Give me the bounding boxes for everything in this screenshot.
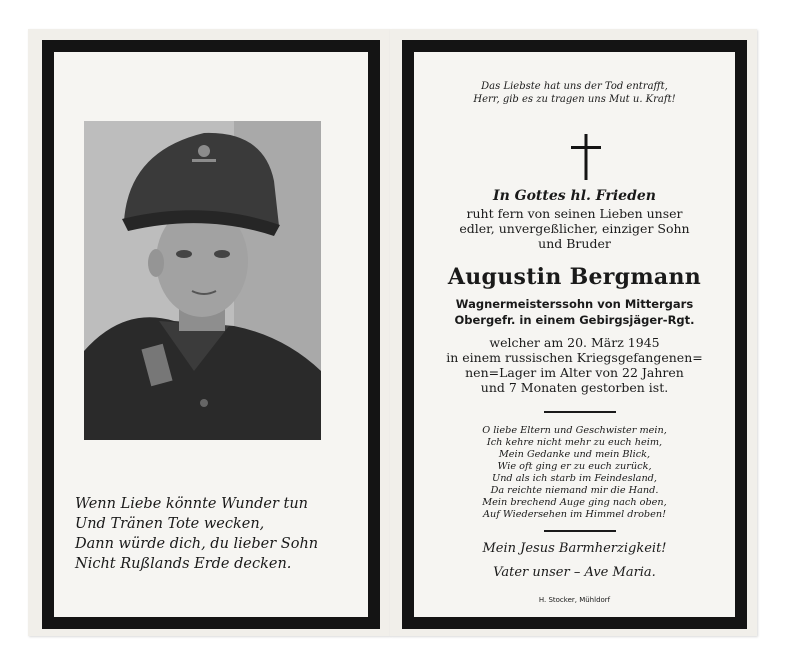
verse-line: Wenn Liebe könnte Wunder tun bbox=[75, 496, 309, 512]
death-line: welcher am 20. März 1945 bbox=[489, 335, 660, 350]
verse-line: Und Tränen Tote wecken, bbox=[75, 516, 265, 532]
poem-line: Da reichte niemand mir die Hand. bbox=[490, 485, 659, 496]
cross-icon bbox=[571, 134, 601, 180]
verse-line: Nicht Rußlands Erde decken. bbox=[75, 556, 292, 572]
subtitle-line: Obergefr. in einem Gebirgsjäger-Rgt. bbox=[454, 313, 695, 327]
divider-bottom bbox=[544, 530, 616, 532]
right-mourning-frame bbox=[402, 40, 747, 629]
poem-line: Mein brechend Auge ging nach oben, bbox=[482, 497, 667, 508]
portrait-illustration bbox=[84, 121, 321, 440]
prayer-jesus: Mein Jesus Barmherzigkeit! bbox=[482, 541, 667, 556]
subtitle bbox=[414, 296, 735, 328]
deceased-name: Augustin Bergmann bbox=[447, 264, 702, 290]
left-card bbox=[28, 29, 390, 636]
left-mourning-frame bbox=[42, 40, 380, 629]
intro-line: edler, unvergeßlicher, einziger Sohn bbox=[459, 221, 690, 236]
subtitle-line: Wagnermeisterssohn von Mittergars bbox=[455, 297, 694, 311]
prayer-vater-unser: Vater unser – Ave Maria. bbox=[493, 565, 656, 580]
poem-line: O liebe Eltern und Geschwister mein, bbox=[482, 425, 667, 436]
quote-line: Herr, gib es zu tragen uns Mut u. Kraft! bbox=[473, 94, 676, 105]
intro-text bbox=[414, 206, 735, 251]
poem-line: Mein Gedanke und mein Blick, bbox=[498, 449, 651, 460]
right-card bbox=[390, 29, 757, 636]
poem-line: Und als ich starb im Feindesland, bbox=[492, 473, 657, 484]
death-line: in einem russischen Kriegsgefangenen= bbox=[446, 350, 703, 365]
poem-line: Ich kehre nicht mehr zu euch heim, bbox=[486, 437, 663, 448]
divider-top bbox=[544, 411, 616, 413]
poem-line: Wie oft ging er zu euch zurück, bbox=[497, 461, 652, 472]
top-quote bbox=[414, 80, 735, 106]
intro-line: ruht fern von seinen Lieben unser bbox=[466, 206, 683, 221]
farewell-poem bbox=[414, 425, 735, 521]
verse-line: Dann würde dich, du lieber Sohn bbox=[75, 536, 319, 552]
quote-line: Das Liebste hat uns der Tod entrafft, bbox=[481, 81, 668, 92]
death-line: nen=Lager im Alter von 22 Jahren bbox=[465, 365, 684, 380]
printer-credit: H. Stocker, Mühldorf bbox=[538, 596, 611, 604]
intro-line: und Bruder bbox=[538, 236, 611, 251]
poem-line: Auf Wiedersehen im Himmel droben! bbox=[482, 509, 666, 520]
death-line: und 7 Monaten gestorben ist. bbox=[480, 380, 669, 395]
heading-in-gottes-frieden: In Gottes hl. Frieden bbox=[493, 188, 656, 204]
left-verse bbox=[75, 494, 365, 574]
soldier-portrait-photo bbox=[84, 121, 321, 440]
death-text bbox=[414, 335, 735, 395]
